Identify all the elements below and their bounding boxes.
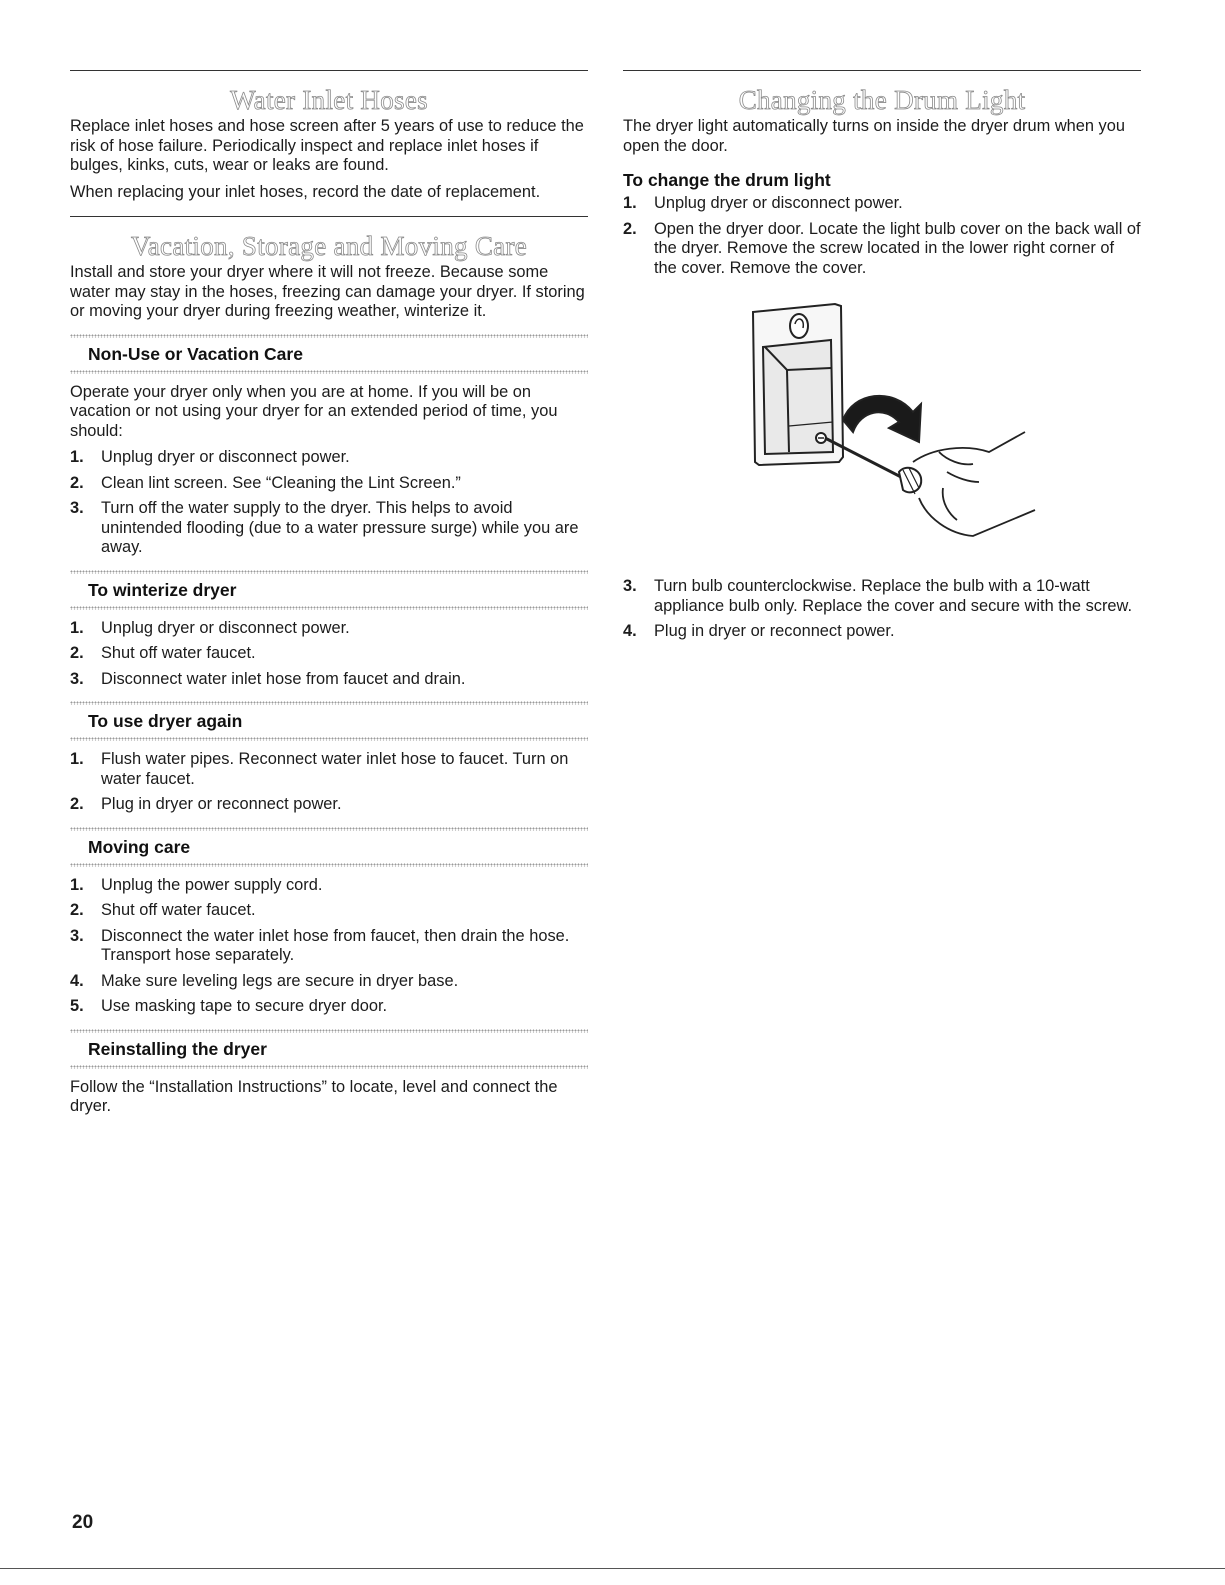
step-text: Unplug dryer or disconnect power.	[654, 194, 903, 212]
step-text: Make sure leveling legs are secure in dryer base.	[101, 971, 459, 990]
list-item	[70, 750, 588, 789]
step-number: 3.	[70, 499, 84, 517]
dotted-rule	[70, 370, 588, 374]
dotted-rule	[70, 737, 588, 741]
list-item	[70, 997, 588, 1017]
section-rule	[623, 70, 1141, 71]
list-item	[70, 972, 588, 992]
moving-care-heading: Moving care	[88, 836, 191, 857]
section-rule	[70, 70, 588, 71]
page-number: 20	[72, 1512, 94, 1533]
list-item	[623, 577, 1141, 616]
step-text: Plug in dryer or reconnect power.	[654, 622, 895, 640]
dotted-rule	[70, 863, 588, 867]
list-item	[70, 901, 588, 921]
moving-care-subheading	[70, 827, 588, 867]
section-rule	[70, 216, 588, 217]
step-text: Shut off water faucet.	[101, 901, 256, 919]
drum-light-steps-continued	[623, 577, 1141, 642]
reinstalling-heading: Reinstalling the dryer	[88, 1038, 267, 1059]
step-number: 1.	[70, 750, 84, 768]
dotted-rule	[70, 606, 588, 610]
non-use-heading: Non-Use or Vacation Care	[88, 343, 303, 364]
step-text: Disconnect the water inlet hose from faucet, then drain the hose. Transport hose separately.	[101, 926, 570, 964]
dotted-rule	[70, 1065, 588, 1069]
list-item	[623, 194, 1141, 214]
step-number: 3.	[623, 577, 637, 595]
step-number: 2.	[70, 795, 84, 813]
list-item	[70, 795, 588, 815]
list-item	[70, 619, 588, 639]
step-text: Plug in dryer or reconnect power.	[101, 795, 342, 813]
step-text: Unplug dryer or disconnect power.	[101, 448, 350, 466]
step-text: Flush water pipes. Reconnect water inlet hose to faucet. Turn on water faucet.	[101, 750, 569, 788]
step-number: 3.	[70, 926, 84, 945]
list-item	[70, 474, 588, 494]
non-use-intro: Operate your dryer only when you are at home. If you will be on vacation or not using your dryer for an extended period of time, you should:	[70, 382, 558, 440]
reinstalling-subheading	[70, 1029, 588, 1069]
reinstalling-paragraph: Follow the “Installation Instructions” to locate, level and connect the dryer.	[70, 1077, 558, 1115]
step-number: 5.	[70, 997, 84, 1015]
step-number: 3.	[70, 669, 84, 688]
right-column	[623, 70, 1141, 648]
list-item	[70, 670, 588, 690]
step-number: 1.	[70, 448, 84, 466]
use-again-steps	[70, 750, 588, 815]
list-item	[70, 927, 588, 966]
moving-care-steps	[70, 876, 588, 1017]
list-item	[70, 499, 588, 558]
page-bottom-rule	[0, 1568, 1225, 1569]
drum-light-intro: The dryer light automatically turns on inside the dryer drum when you open the door.	[623, 117, 1125, 155]
list-item	[70, 876, 588, 896]
step-text: Unplug the power supply cord.	[101, 875, 323, 894]
step-text: Turn bulb counterclockwise. Replace the bulb with a 10-watt appliance bulb only. Replace the cover and secure with the screw.	[654, 577, 1133, 615]
step-number: 4.	[623, 622, 637, 640]
step-number: 2.	[70, 473, 84, 492]
list-item	[70, 448, 588, 468]
step-number: 2.	[623, 219, 637, 238]
cover-tab-circle	[790, 314, 808, 338]
drum-light-title: Changing the Drum Light	[738, 85, 1026, 115]
vacation-intro-paragraph: Install and store your dryer where it will not freeze. Because some water may stay in the hoses, freezing can damage your dryer. If storing or moving your dryer during freezing weather, winterize it.	[70, 263, 585, 320]
drum-light-steps	[623, 194, 1141, 278]
list-item	[70, 644, 588, 664]
winterize-heading: To winterize dryer	[88, 579, 237, 600]
use-again-heading: To use dryer again	[88, 711, 243, 731]
step-number: 1.	[70, 875, 84, 894]
drum-light-heading: To change the drum light	[623, 170, 831, 190]
step-text: Open the dryer door. Locate the light bulb cover on the back wall of the dryer. Remove the screw located in the lower right corner of the cover. Remove the cover.	[654, 219, 1141, 277]
non-use-subheading	[70, 334, 588, 374]
step-text: Clean lint screen. See “Cleaning the Lint Screen.”	[101, 473, 461, 492]
water-inlet-hoses-title: Water Inlet Hoses	[230, 85, 428, 115]
winterize-steps	[70, 619, 588, 690]
step-text: Disconnect water inlet hose from faucet and drain.	[101, 669, 466, 688]
list-item	[623, 220, 1141, 279]
water-inlet-record-paragraph: When replacing your inlet hoses, record the date of replacement.	[70, 182, 541, 201]
non-use-steps	[70, 448, 588, 558]
step-number: 2.	[70, 901, 84, 919]
left-column	[70, 70, 588, 1124]
step-number: 1.	[70, 618, 84, 637]
counterclockwise-arrow-icon	[843, 396, 921, 442]
step-text: Turn off the water supply to the dryer. This helps to avoid unintended flooding (due to a water pressure surge) while you are away.	[101, 499, 579, 556]
step-text: Unplug dryer or disconnect power.	[101, 618, 350, 637]
winterize-subheading	[70, 570, 588, 610]
water-inlet-paragraph: Replace inlet hoses and hose screen after 5 years of use to reduce the risk of hose failure. Periodically inspect and replace inlet hoses if bulges, kinks, cuts, wear or leaks are found.	[70, 117, 584, 174]
step-number: 4.	[70, 971, 84, 990]
use-again-subheading	[70, 701, 588, 741]
list-item	[623, 622, 1141, 642]
vacation-storage-title: Vacation, Storage and Moving Care	[130, 231, 528, 261]
drum-light-illustration	[743, 302, 1043, 552]
step-text: Shut off water faucet.	[101, 644, 256, 662]
step-number: 2.	[70, 644, 84, 662]
hand-illustration	[913, 432, 1035, 536]
step-text: Use masking tape to secure dryer door.	[101, 997, 388, 1015]
step-number: 1.	[623, 194, 637, 212]
